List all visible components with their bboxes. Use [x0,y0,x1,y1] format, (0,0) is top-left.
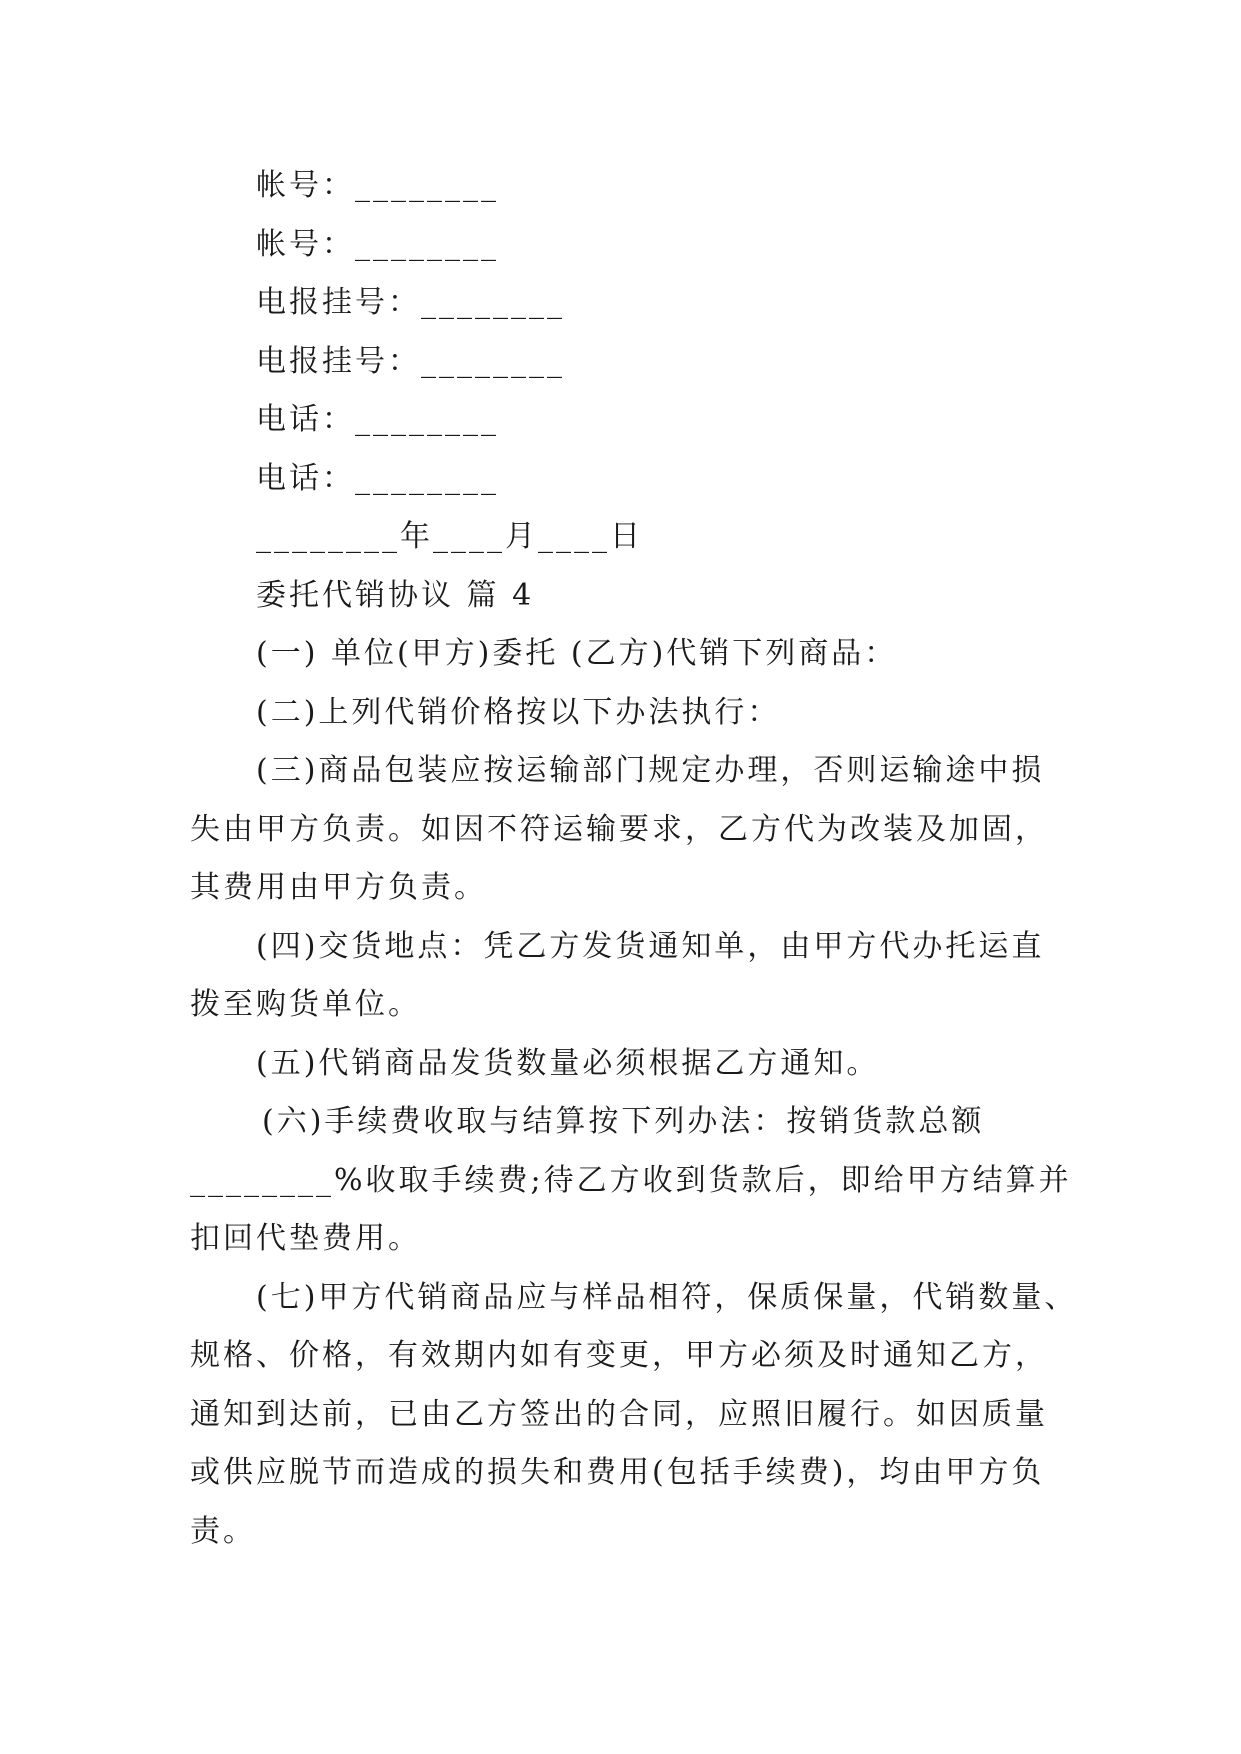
clause-2: (二)上列代销价格按以下办法执行： [256,695,781,730]
account-number-line-2: 帐号：________ [256,227,499,262]
clause-7-line-4: 或供应脱节而造成的损失和费用(包括手续费)，均由甲方负 [190,1455,1045,1490]
telegraph-line-2: 电报挂号：________ [256,344,565,379]
clause-1: (一) 单位(甲方)委托 (乙方)代销下列商品： [256,636,898,671]
phone-line-1: 电话：________ [256,402,499,437]
phone-line-2: 电话：________ [256,461,499,496]
clause-3-line-2: 失由甲方负责。如因不符运输要求，乙方代为改装及加固， [190,812,1048,847]
clause-7-line-5: 责。 [190,1514,256,1549]
clause-5: (五)代销商品发货数量必须根据乙方通知。 [256,1046,880,1081]
clause-7-line-2: 规格、价格，有效期内如有变更，甲方必须及时通知乙方， [190,1338,1048,1373]
clause-4-line-1: (四)交货地点：凭乙方发货通知单，由甲方代办托运直 [256,929,1045,964]
date-line: ________年____月____日 [256,519,643,554]
clause-3-line-3: 其费用由甲方负责。 [190,870,487,905]
account-number-line-1: 帐号：________ [256,168,499,203]
clause-3-line-1: (三)商品包装应按运输部门规定办理，否则运输途中损 [256,753,1045,788]
clause-7-line-1: (七)甲方代销商品应与样品相符，保质保量，代销数量、 [256,1280,1078,1315]
section-title: 委托代销协议 篇 4 [256,578,535,613]
clause-4-line-2: 拨至购货单位。 [190,987,421,1022]
clause-6-line-2: ________%收取手续费;待乙方收到货款后，即给甲方结算并 [190,1163,1072,1198]
clause-7-line-3: 通知到达前，已由乙方签出的合同，应照旧履行。如因质量 [190,1397,1048,1432]
clause-6-line-1: (六)手续费收取与结算按下列办法：按销货款总额 [262,1104,985,1139]
clause-6-line-3: 扣回代垫费用。 [190,1221,421,1256]
telegraph-line-1: 电报挂号：________ [256,285,565,320]
